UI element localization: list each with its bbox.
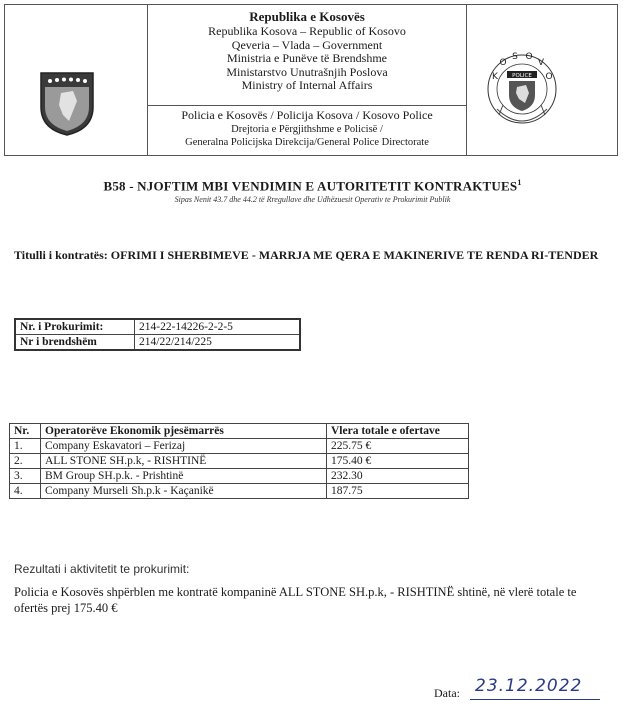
result-text: Policia e Kosovës shpërblen me kontratë kompaninë ALL STONE SH.p.k, - RISHTINË shtinë, në vlerë totale te ofertës prej 175.40 €	[14, 585, 577, 615]
row-nr: 2.	[10, 454, 41, 469]
operators-table	[9, 423, 469, 499]
emblem-letter-o3: O	[545, 72, 553, 82]
header-line-ministry-en: Ministry of Internal Affairs	[241, 78, 373, 92]
header-line-ministry-sr: Ministarstvo Unutrašnjih Poslova	[226, 64, 388, 79]
date-label: Data:	[434, 686, 460, 700]
contract-title-block	[14, 248, 604, 263]
table-row	[10, 454, 469, 469]
procurement-number-value: 214-22-14226-2-2-5	[135, 319, 301, 335]
table-row	[15, 335, 300, 351]
notice-title-footnote: 1	[517, 178, 522, 187]
contract-title-label: Titulli i kontratës:	[14, 248, 108, 262]
emblem-letter-o1: O	[499, 58, 507, 68]
column-header-value: Vlera totale e ofertave	[327, 424, 469, 439]
header-government-lines	[148, 5, 466, 106]
date-value-handwritten: 23.12.2022	[475, 676, 583, 696]
emblem-letter-o2: O	[525, 52, 533, 62]
notice-subtitle: Sipas Nenit 43.7 dhe 44.2 të Rregullave dhe Udhëzuesit Operativ te Prokurimit Publik	[174, 195, 451, 204]
row-operator: ALL STONE SH.p.k, - RISHTINË	[41, 454, 327, 469]
procurement-number-label: Nr. i Prokurimit:	[15, 319, 135, 335]
internal-number-label: Nr i brendshëm	[15, 335, 135, 351]
emblem-police-label: POLICE	[512, 73, 532, 79]
row-operator: Company Eskavatori – Ferizaj	[41, 439, 327, 454]
kosovo-police-emblem-icon	[483, 49, 561, 141]
column-header-operator: Operatorëve Ekonomik pjesëmarrës	[41, 424, 327, 439]
internal-number-value: 214/22/214/225	[135, 335, 301, 351]
contract-title-value: OFRIMI I SHERBIMEVE - MARRJA ME QERA E MAKINERIVE TE RENDA RI-TENDER	[110, 248, 599, 262]
header-ministry-block	[147, 5, 467, 155]
header-line-ministry-al: Ministria e Punëve të Brendshme	[227, 51, 387, 65]
table-row	[10, 439, 469, 454]
emblem-letter-s: S	[512, 52, 518, 62]
row-nr: 1.	[10, 439, 41, 454]
header-police-lines	[148, 106, 466, 155]
notice-title	[0, 178, 625, 194]
row-value: 225.75 €	[327, 439, 469, 454]
row-nr: 4.	[10, 484, 41, 499]
header-line-government: Qeveria – Vlada – Government	[231, 37, 383, 52]
header-line-directorate-en: Generalna Policijska Direkcija/General Police Directorate	[185, 137, 429, 148]
row-operator: Company Murseli Sh.p.k - Kaçanikë	[41, 484, 327, 499]
row-value: 187.75	[327, 484, 469, 499]
table-row	[10, 484, 469, 499]
header-line-republic-trilingual: Republika Kosova – Republic of Kosovo	[208, 24, 406, 38]
header-line-police: Policia e Kosovës / Policija Kosova / Kosovo Police	[181, 108, 433, 122]
emblem-letter-k: K	[492, 72, 498, 82]
row-value: 175.40 €	[327, 454, 469, 469]
emblem-letter-v: V	[537, 58, 545, 68]
notice-title-text: B58 - NJOFTIM MBI VENDIMIN E AUTORITETIT KONTRAKTUES	[103, 178, 518, 194]
column-header-nr: Nr.	[10, 424, 41, 439]
table-header-row	[10, 424, 469, 439]
result-label: Rezultati i aktivitetit te prokurimit:	[14, 562, 190, 576]
header-line-directorate-al: Drejtoria e Përgjithshme e Policisë /	[231, 124, 383, 135]
date-underline	[470, 699, 600, 700]
row-value: 232.30	[327, 469, 469, 484]
row-nr: 3.	[10, 469, 41, 484]
row-operator: BM Group SH.p.k. - Prishtinë	[41, 469, 327, 484]
document-header	[4, 4, 618, 156]
header-line-republic: Republika e Kosovës	[249, 9, 365, 24]
table-row	[10, 469, 469, 484]
table-row	[15, 319, 300, 335]
kosovo-coat-of-arms-icon	[37, 71, 97, 137]
procurement-number-table	[14, 318, 301, 351]
